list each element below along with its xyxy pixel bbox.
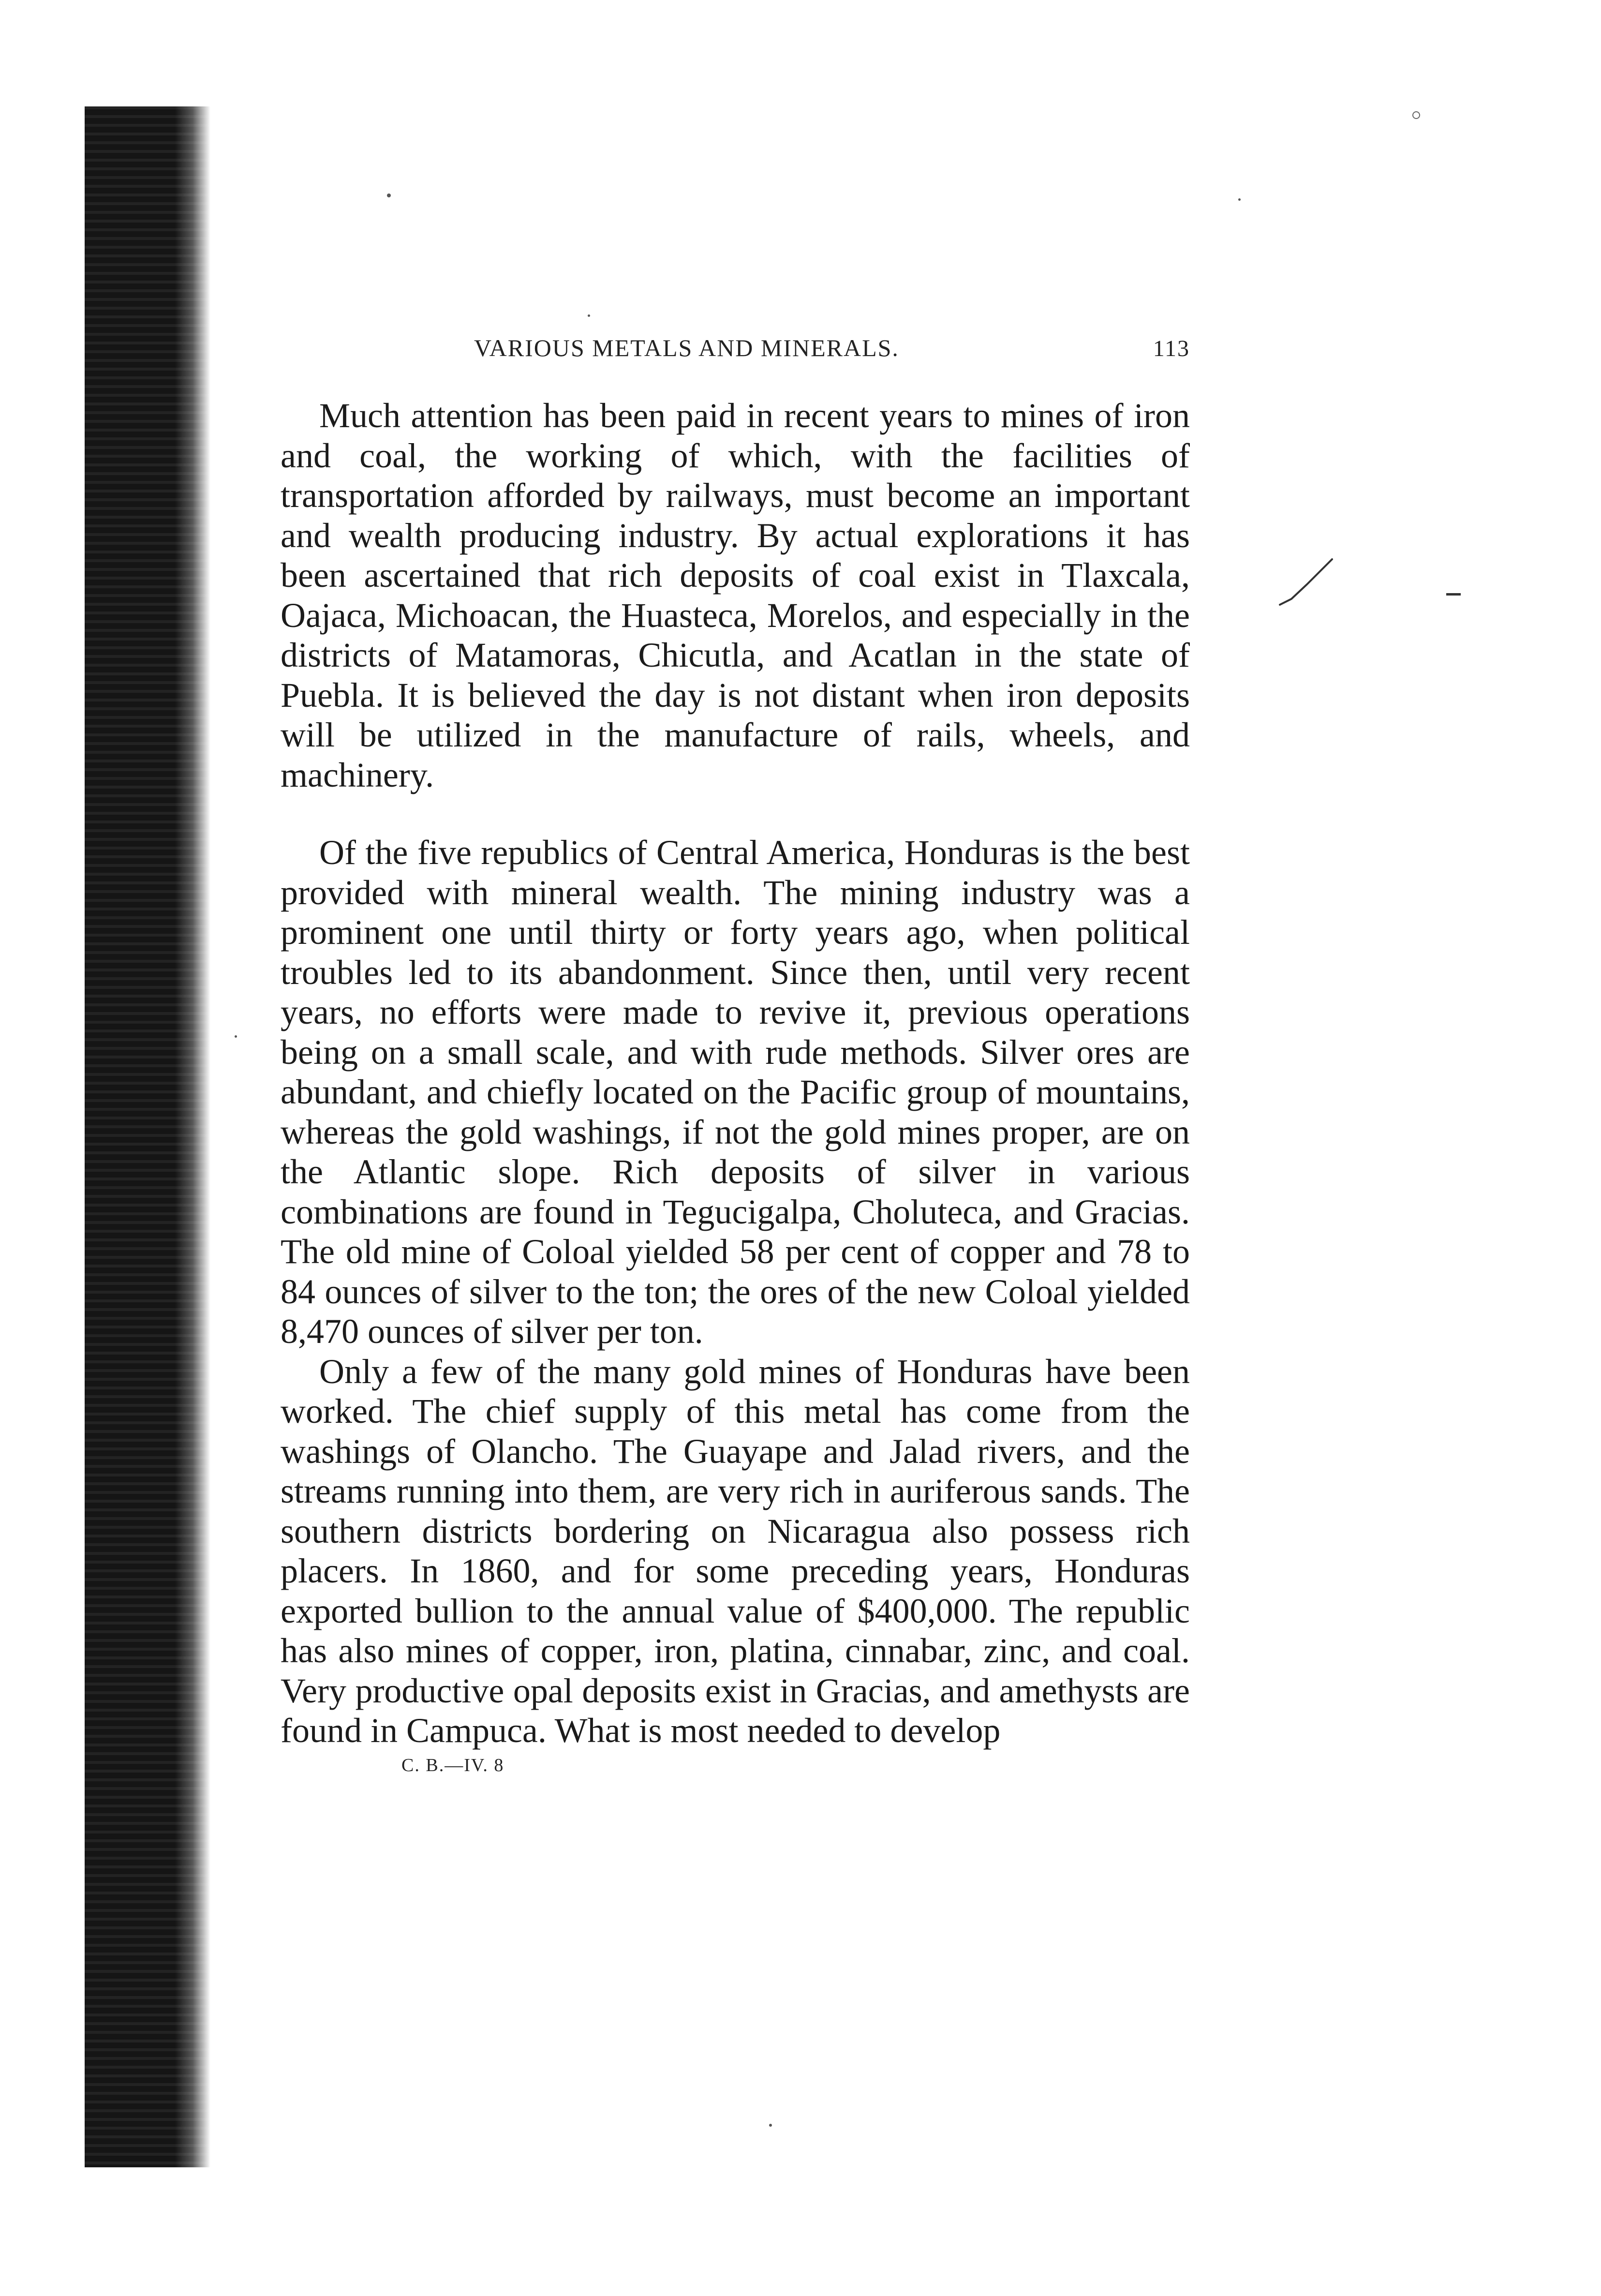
ink-speck xyxy=(387,194,391,197)
signature-mark: C. B.—IV. 8 xyxy=(401,1755,504,1775)
ink-speck xyxy=(1238,198,1241,201)
ink-speck xyxy=(769,2124,772,2127)
book-page xyxy=(281,334,1190,1776)
running-head xyxy=(281,334,1190,377)
ink-speck xyxy=(588,314,590,317)
body-text xyxy=(281,396,1190,1751)
pencil-tick-mark xyxy=(1277,556,1335,610)
running-title: VARIOUS METALS AND MINERALS. xyxy=(474,334,899,361)
paragraph-honduras-gold: Only a few of the many gold mines of Honduras have been worked. The chief supply of this metal has come from the washings of Olancho. The Guayape and Jalad rivers, and the streams running into them, are very rich in auriferous sands. The southern districts bordering on Nicaragua also possess rich placers. In 1860, and for some preceding years, Honduras exported bullion to the annual value of $400,000. The republic has also mines of copper, iron, platina, cinnabar, zinc, and coal. Very productive opal deposits exist in Gracias, and amethysts are found in Campuca. What is most needed to develop xyxy=(281,1352,1190,1750)
ink-speck xyxy=(1412,111,1420,119)
binding-shadow xyxy=(85,106,210,2167)
margin-dash-mark xyxy=(1446,593,1461,596)
paragraph-iron-coal: Much attention has been paid in recent years to mines of iron and coal, the working of which, with the facilities of transportation afforded by railways, must become an important and wealth producing industry. By actual explorations it has been ascertained that rich deposits of coal exist in Tlaxcala, Oajaca, Michoacan, the Huasteca, Morelos, and especially in the districts of Matamoras, Chicutla, and Acatlan in the state of Puebla. It is believed the day is not distant when iron deposits will be utilized in the manufacture of rails, wheels, and machinery. xyxy=(281,396,1190,794)
ink-speck xyxy=(235,1035,237,1038)
paragraph-honduras-silver: Of the five republics of Central America, Honduras is the best provided with mineral wealth. The mining industry was a prominent one until thirty or forty years ago, when political troubles led to its abandonment. Since then, until very recent years, no efforts were made to revive it, previous operations being on a small scale, and with rude methods. Silver ores are abundant, and chiefly located on the Pacific group of mountains, whereas the gold washings, if not the gold mines proper, are on the Atlantic slope. Rich deposits of silver in various combinations are found in Tegucigalpa, Choluteca, and Gracias. The old mine of Coloal yielded 58 per cent of copper and 78 to 84 ounces of silver to the ton; the ores of the new Coloal yielded 8,470 ounces of silver per ton. xyxy=(281,833,1190,1351)
page-number: 113 xyxy=(1153,336,1190,361)
